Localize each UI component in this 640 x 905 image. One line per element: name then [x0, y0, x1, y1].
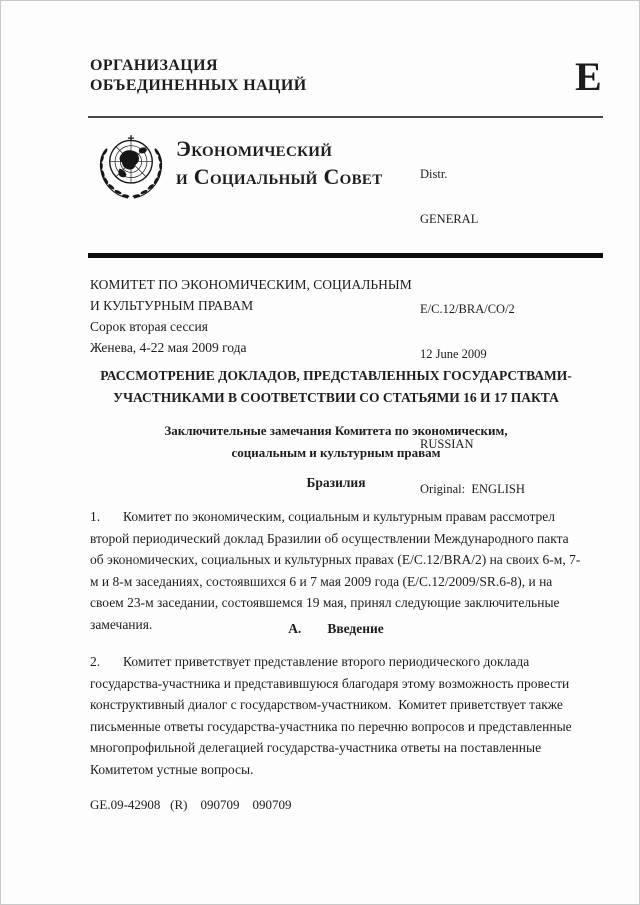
- masthead-divider: [88, 253, 603, 258]
- header-divider: [88, 116, 603, 118]
- document-subtitle-line1: Заключительные замечания Комитета по экономическим,: [164, 423, 508, 438]
- paragraph-1: [90, 506, 582, 635]
- document-series-letter: E: [575, 54, 602, 99]
- paragraph-2: [90, 651, 582, 780]
- paragraph-1-text: Комитет по экономическим, социальным и культурным правам рассмотрел второй периодический доклад Бразилии об осуществлении Международного пакта об экономических, социальных и культурных правах (E/C.12/BRA/2) на своих 6-м, 7-м и 8-м заседаниях, состоявшихся 6 и 7 мая 2009 года (E/C.12/2009/SR.6-8), и на своем 23-м заседании, состоявшемся 19 мая, принял следующие заключительные замечания.: [90, 509, 581, 632]
- document-title-line1: РАССМОТРЕНИЕ ДОКЛАДОВ, ПРЕДСТАВЛЕННЫХ ГОСУДАРСТВАМИ-: [100, 368, 572, 383]
- document-subtitle-line2: социальным и культурным правам: [231, 444, 441, 460]
- section-a-letter: A.: [288, 621, 302, 636]
- spacer: [420, 257, 525, 272]
- session-block: [90, 274, 412, 358]
- org-name: [90, 56, 307, 96]
- footer-reference: GE.09-42908 (R) 090709 090709: [90, 797, 292, 812]
- committee-name-line2: И КУЛЬТУРНЫМ ПРАВАМ: [90, 298, 254, 313]
- council-name-line2: и Социальный Совет: [176, 164, 383, 189]
- un-emblem-icon: [93, 131, 169, 203]
- org-name-line2: ОБЪЕДИНЕННЫХ НАЦИЙ: [90, 77, 307, 94]
- document-symbol: E/C.12/BRA/CO/2: [420, 302, 515, 316]
- session-number: Сорок вторая сессия: [90, 319, 208, 334]
- section-a-heading: [90, 621, 582, 637]
- distr-type: GENERAL: [420, 212, 479, 226]
- council-name: [176, 135, 383, 191]
- distr-label: Distr.: [420, 167, 448, 181]
- council-name-line1: Экономический: [176, 136, 333, 161]
- document-date: 12 June 2009: [420, 347, 487, 361]
- org-name-line1: ОРГАНИЗАЦИЯ: [90, 57, 218, 74]
- country-heading: Бразилия: [306, 475, 366, 490]
- paragraph-2-text: Комитет приветствует представление второго периодического доклада государства-участника и представившуюся благодаря этому возможность провести конструктивный диалог с государством-участником. Комитет приветствует также письменные ответы государства-участника по перечню вопросов и представленные многопрофильной делегацией государства-участника ответы на поставленные Комитетом устные вопросы.: [90, 654, 576, 777]
- original-language: Original: ENGLISH: [420, 482, 525, 496]
- paragraph-1-number: 1.: [90, 509, 101, 524]
- paragraph-2-number: 2.: [90, 654, 101, 669]
- distribution-block: [420, 137, 525, 527]
- document-title: [90, 365, 582, 408]
- section-a-title: Введение: [327, 621, 384, 636]
- document-subtitle: [90, 420, 582, 463]
- session-venue-dates: Женева, 4-22 мая 2009 года: [90, 340, 247, 355]
- committee-name-line1: КОМИТЕТ ПО ЭКОНОМИЧЕСКИМ, СОЦИАЛЬНЫМ: [90, 277, 412, 292]
- document-title-line2: УЧАСТНИКАМИ В СООТВЕТСТВИИ СО СТАТЬЯМИ 16 И 17 ПАКТА: [113, 389, 559, 405]
- document-language: RUSSIAN: [420, 437, 474, 451]
